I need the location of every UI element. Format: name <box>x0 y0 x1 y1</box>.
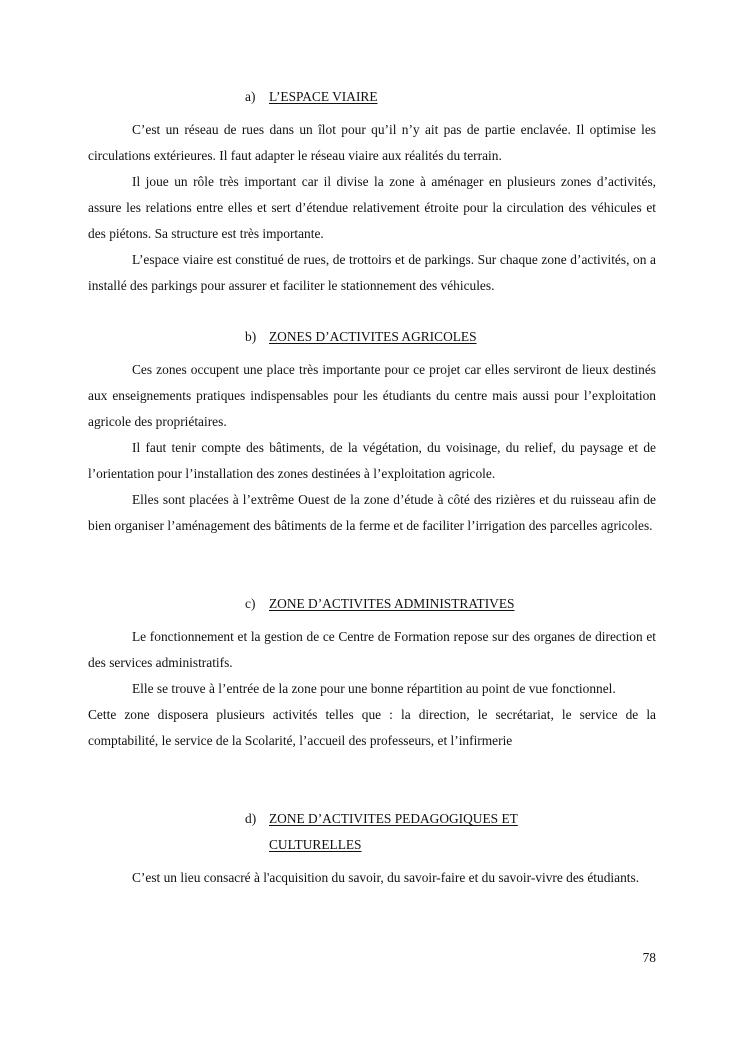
paragraph: Il joue un rôle très important car il divise la zone à aménager en plusieurs zones d’activités, assure les relations entre elles et sert d’étendue relativement étroite pour la circulation des véhicules et des piétons. Sa structure est très importante. <box>88 174 656 241</box>
section-heading-c <box>245 591 605 617</box>
section-heading-d <box>245 806 605 858</box>
paragraph: Il faut tenir compte des bâtiments, de la végétation, du voisinage, du relief, du paysage et de l’orientation pour l’installation des zones destinées à l’exploitation agricole. <box>88 440 656 481</box>
section-letter: b) <box>245 329 257 344</box>
section-body-c <box>88 624 656 754</box>
section-title: L’ESPACE VIAIRE <box>269 89 378 104</box>
section-heading-b <box>245 324 605 350</box>
paragraph: Le fonctionnement et la gestion de ce Centre de Formation repose sur des organes de direction et des services administratifs. <box>88 629 656 670</box>
paragraph: Elle se trouve à l’entrée de la zone pour une bonne répartition au point de vue fonctionnel. <box>132 681 616 696</box>
section-body-b <box>88 357 656 539</box>
section-letter: c) <box>245 596 256 611</box>
section-letter: a) <box>245 89 256 104</box>
section-title: ZONES D’ACTIVITES AGRICOLES <box>269 329 477 344</box>
section-title-line2: CULTURELLES <box>269 837 362 852</box>
paragraph: Ces zones occupent une place très importante pour ce projet car elles serviront de lieux destinés aux enseignements pratiques indispensables pour les étudiants du centre mais aussi pour l’exploitation agricole des propriétaires. <box>88 362 656 429</box>
paragraph: C’est un lieu consacré à l'acquisition du savoir, du savoir-faire et du savoir-vivre des étudiants. <box>132 870 640 885</box>
paragraph: Cette zone disposera plusieurs activités telles que : la direction, le secrétariat, le service de la comptabilité, le service de la Scolarité, l’accueil des professeurs, et l’infirmerie <box>88 707 656 748</box>
section-body-a <box>88 117 656 299</box>
section-heading-a <box>245 84 605 110</box>
section-title: ZONE D’ACTIVITES ADMINISTRATIVES <box>269 596 515 611</box>
paragraph: C’est un réseau de rues dans un îlot pour qu’il n’y ait pas de partie enclavée. Il optimise les circulations extérieures. Il faut adapter le réseau viaire aux réalités du terrain. <box>88 122 656 163</box>
paragraph: L’espace viaire est constitué de rues, de trottoirs et de parkings. Sur chaque zone d’activités, on a installé des parkings pour assurer et faciliter le stationnement des véhicules. <box>88 252 656 293</box>
page-number: 78 <box>642 950 656 965</box>
section-body-d <box>88 865 656 891</box>
section-title: ZONE D’ACTIVITES PEDAGOGIQUES ET <box>269 811 518 826</box>
paragraph: Elles sont placées à l’extrême Ouest de la zone d’étude à côté des rizières et du ruisseau afin de bien organiser l’aménagement des bâtiments de la ferme et de faciliter l’irrigation des parcelles agricoles. <box>88 492 656 533</box>
section-letter: d) <box>245 811 257 826</box>
